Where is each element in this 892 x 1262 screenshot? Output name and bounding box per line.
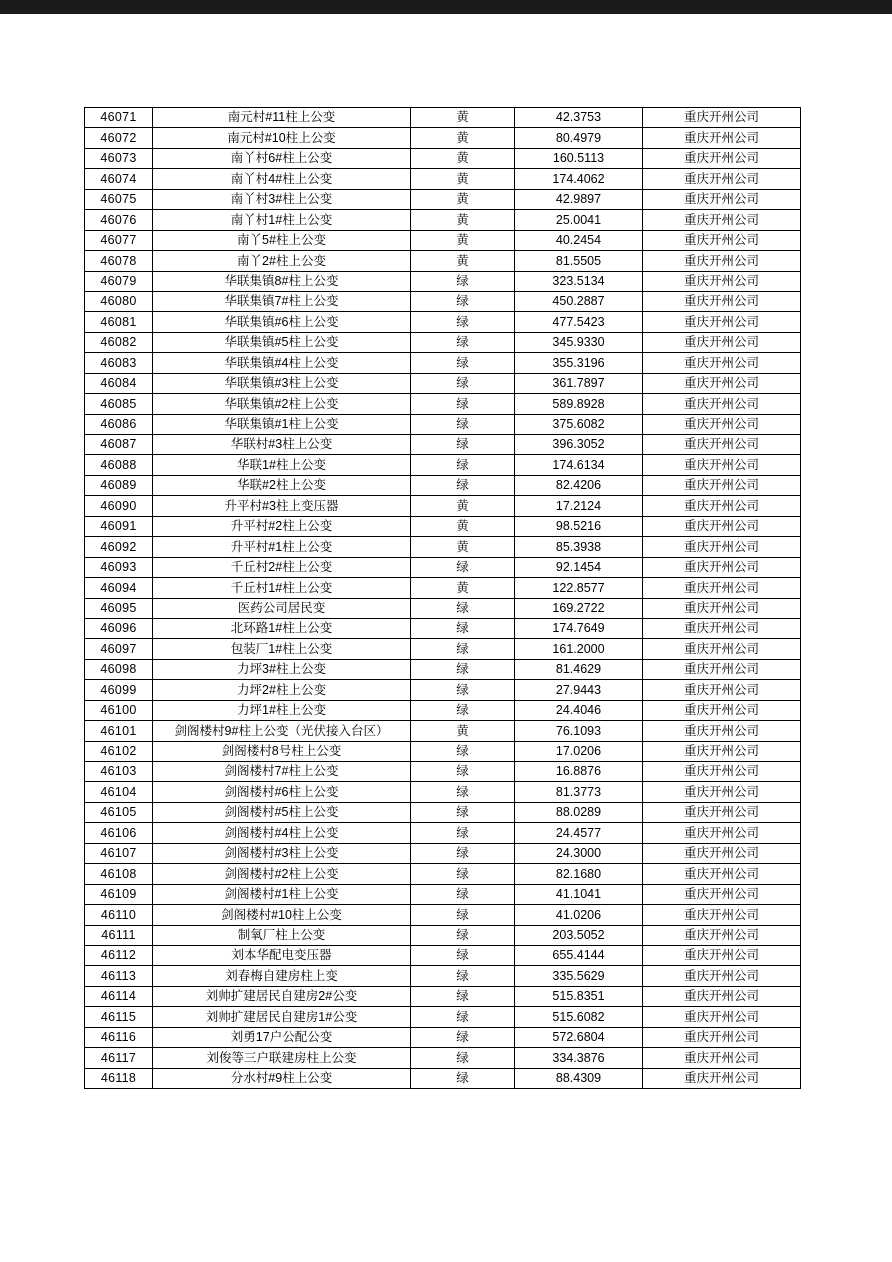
value-cell: 88.0289 bbox=[515, 802, 643, 822]
status-cell: 黄 bbox=[411, 537, 515, 557]
row-id-cell: 46072 bbox=[85, 128, 153, 148]
status-cell: 黄 bbox=[411, 230, 515, 250]
value-cell: 160.5113 bbox=[515, 148, 643, 168]
table-row bbox=[85, 435, 801, 455]
status-cell: 绿 bbox=[411, 966, 515, 986]
company-cell: 重庆开州公司 bbox=[643, 353, 801, 373]
name-cell: 华联#2柱上公变 bbox=[153, 475, 411, 495]
table-row bbox=[85, 578, 801, 598]
value-cell: 81.3773 bbox=[515, 782, 643, 802]
status-cell: 黄 bbox=[411, 128, 515, 148]
status-cell: 绿 bbox=[411, 659, 515, 679]
name-cell: 剑阁楼村#4柱上公变 bbox=[153, 823, 411, 843]
table-row bbox=[85, 741, 801, 761]
row-id-cell: 46087 bbox=[85, 435, 153, 455]
value-cell: 42.3753 bbox=[515, 108, 643, 128]
status-cell: 绿 bbox=[411, 680, 515, 700]
company-cell: 重庆开州公司 bbox=[643, 251, 801, 271]
table-row bbox=[85, 1027, 801, 1047]
value-cell: 80.4979 bbox=[515, 128, 643, 148]
name-cell: 华联村#3柱上公变 bbox=[153, 435, 411, 455]
row-id-cell: 46073 bbox=[85, 148, 153, 168]
table-row bbox=[85, 680, 801, 700]
table-row bbox=[85, 516, 801, 536]
value-cell: 334.3876 bbox=[515, 1048, 643, 1068]
status-cell: 绿 bbox=[411, 394, 515, 414]
status-cell: 绿 bbox=[411, 291, 515, 311]
name-cell: 刘俊等三户联建房柱上公变 bbox=[153, 1048, 411, 1068]
value-cell: 572.6804 bbox=[515, 1027, 643, 1047]
row-id-cell: 46092 bbox=[85, 537, 153, 557]
value-cell: 375.6082 bbox=[515, 414, 643, 434]
row-id-cell: 46095 bbox=[85, 598, 153, 618]
company-cell: 重庆开州公司 bbox=[643, 128, 801, 148]
company-cell: 重庆开州公司 bbox=[643, 189, 801, 209]
company-cell: 重庆开州公司 bbox=[643, 271, 801, 291]
status-cell: 黄 bbox=[411, 210, 515, 230]
status-cell: 绿 bbox=[411, 455, 515, 475]
table-row bbox=[85, 353, 801, 373]
row-id-cell: 46109 bbox=[85, 884, 153, 904]
row-id-cell: 46093 bbox=[85, 557, 153, 577]
name-cell: 制氧厂柱上公变 bbox=[153, 925, 411, 945]
table-row bbox=[85, 210, 801, 230]
value-cell: 477.5423 bbox=[515, 312, 643, 332]
value-cell: 345.9330 bbox=[515, 332, 643, 352]
table-row bbox=[85, 762, 801, 782]
company-cell: 重庆开州公司 bbox=[643, 394, 801, 414]
company-cell: 重庆开州公司 bbox=[643, 598, 801, 618]
company-cell: 重庆开州公司 bbox=[643, 1068, 801, 1088]
value-cell: 203.5052 bbox=[515, 925, 643, 945]
row-id-cell: 46085 bbox=[85, 394, 153, 414]
value-cell: 450.2887 bbox=[515, 291, 643, 311]
status-cell: 绿 bbox=[411, 557, 515, 577]
table-row bbox=[85, 700, 801, 720]
row-id-cell: 46089 bbox=[85, 475, 153, 495]
row-id-cell: 46082 bbox=[85, 332, 153, 352]
status-cell: 黄 bbox=[411, 496, 515, 516]
row-id-cell: 46100 bbox=[85, 700, 153, 720]
row-id-cell: 46084 bbox=[85, 373, 153, 393]
table-row bbox=[85, 966, 801, 986]
name-cell: 剑阁楼村#1柱上公变 bbox=[153, 884, 411, 904]
row-id-cell: 46071 bbox=[85, 108, 153, 128]
company-cell: 重庆开州公司 bbox=[643, 1048, 801, 1068]
company-cell: 重庆开州公司 bbox=[643, 823, 801, 843]
table-row bbox=[85, 271, 801, 291]
company-cell: 重庆开州公司 bbox=[643, 332, 801, 352]
table-row bbox=[85, 312, 801, 332]
status-cell: 绿 bbox=[411, 823, 515, 843]
status-cell: 黄 bbox=[411, 721, 515, 741]
table-row bbox=[85, 782, 801, 802]
name-cell: 南丫村6#柱上公变 bbox=[153, 148, 411, 168]
company-cell: 重庆开州公司 bbox=[643, 516, 801, 536]
company-cell: 重庆开州公司 bbox=[643, 312, 801, 332]
company-cell: 重庆开州公司 bbox=[643, 659, 801, 679]
name-cell: 华联集镇#4柱上公变 bbox=[153, 353, 411, 373]
row-id-cell: 46081 bbox=[85, 312, 153, 332]
row-id-cell: 46083 bbox=[85, 353, 153, 373]
row-id-cell: 46115 bbox=[85, 1007, 153, 1027]
value-cell: 25.0041 bbox=[515, 210, 643, 230]
status-cell: 绿 bbox=[411, 435, 515, 455]
company-cell: 重庆开州公司 bbox=[643, 169, 801, 189]
name-cell: 南元村#10柱上公变 bbox=[153, 128, 411, 148]
name-cell: 华联集镇#6柱上公变 bbox=[153, 312, 411, 332]
name-cell: 华联1#柱上公变 bbox=[153, 455, 411, 475]
company-cell: 重庆开州公司 bbox=[643, 945, 801, 965]
company-cell: 重庆开州公司 bbox=[643, 721, 801, 741]
row-id-cell: 46074 bbox=[85, 169, 153, 189]
value-cell: 98.5216 bbox=[515, 516, 643, 536]
table-row bbox=[85, 1048, 801, 1068]
name-cell: 刘本华配电变压器 bbox=[153, 945, 411, 965]
table-row bbox=[85, 864, 801, 884]
row-id-cell: 46101 bbox=[85, 721, 153, 741]
status-cell: 黄 bbox=[411, 108, 515, 128]
status-cell: 绿 bbox=[411, 271, 515, 291]
status-cell: 绿 bbox=[411, 905, 515, 925]
row-id-cell: 46103 bbox=[85, 762, 153, 782]
value-cell: 174.6134 bbox=[515, 455, 643, 475]
row-id-cell: 46077 bbox=[85, 230, 153, 250]
company-cell: 重庆开州公司 bbox=[643, 905, 801, 925]
status-cell: 绿 bbox=[411, 414, 515, 434]
table-row bbox=[85, 598, 801, 618]
name-cell: 刘勇17户公配公变 bbox=[153, 1027, 411, 1047]
status-cell: 绿 bbox=[411, 782, 515, 802]
status-cell: 绿 bbox=[411, 945, 515, 965]
table-row bbox=[85, 496, 801, 516]
status-cell: 绿 bbox=[411, 802, 515, 822]
value-cell: 24.4046 bbox=[515, 700, 643, 720]
name-cell: 剑阁楼村7#柱上公变 bbox=[153, 762, 411, 782]
table-row bbox=[85, 1068, 801, 1088]
name-cell: 华联集镇8#柱上公变 bbox=[153, 271, 411, 291]
company-cell: 重庆开州公司 bbox=[643, 435, 801, 455]
row-id-cell: 46102 bbox=[85, 741, 153, 761]
table-row bbox=[85, 986, 801, 1006]
name-cell: 华联集镇7#柱上公变 bbox=[153, 291, 411, 311]
name-cell: 刘春梅自建房柱上变 bbox=[153, 966, 411, 986]
table-row bbox=[85, 905, 801, 925]
table-row bbox=[85, 108, 801, 128]
company-cell: 重庆开州公司 bbox=[643, 680, 801, 700]
name-cell: 分水村#9柱上公变 bbox=[153, 1068, 411, 1088]
table-row bbox=[85, 1007, 801, 1027]
company-cell: 重庆开州公司 bbox=[643, 741, 801, 761]
table-row bbox=[85, 659, 801, 679]
name-cell: 剑阁楼村9#柱上公变（光伏接入台区） bbox=[153, 721, 411, 741]
row-id-cell: 46098 bbox=[85, 659, 153, 679]
value-cell: 515.6082 bbox=[515, 1007, 643, 1027]
row-id-cell: 46075 bbox=[85, 189, 153, 209]
status-cell: 绿 bbox=[411, 598, 515, 618]
name-cell: 南丫2#柱上公变 bbox=[153, 251, 411, 271]
value-cell: 655.4144 bbox=[515, 945, 643, 965]
value-cell: 17.2124 bbox=[515, 496, 643, 516]
name-cell: 剑阁楼村#2柱上公变 bbox=[153, 864, 411, 884]
table-row bbox=[85, 925, 801, 945]
status-cell: 绿 bbox=[411, 1068, 515, 1088]
row-id-cell: 46099 bbox=[85, 680, 153, 700]
value-cell: 323.5134 bbox=[515, 271, 643, 291]
value-cell: 335.5629 bbox=[515, 966, 643, 986]
table-row bbox=[85, 557, 801, 577]
table-row bbox=[85, 884, 801, 904]
name-cell: 刘帅扩建居民自建房1#公变 bbox=[153, 1007, 411, 1027]
value-cell: 27.9443 bbox=[515, 680, 643, 700]
company-cell: 重庆开州公司 bbox=[643, 414, 801, 434]
value-cell: 76.1093 bbox=[515, 721, 643, 741]
name-cell: 北环路1#柱上公变 bbox=[153, 618, 411, 638]
value-cell: 88.4309 bbox=[515, 1068, 643, 1088]
company-cell: 重庆开州公司 bbox=[643, 1027, 801, 1047]
status-cell: 绿 bbox=[411, 618, 515, 638]
name-cell: 力坪3#柱上公变 bbox=[153, 659, 411, 679]
row-id-cell: 46114 bbox=[85, 986, 153, 1006]
status-cell: 黄 bbox=[411, 169, 515, 189]
status-cell: 黄 bbox=[411, 251, 515, 271]
row-id-cell: 46076 bbox=[85, 210, 153, 230]
company-cell: 重庆开州公司 bbox=[643, 884, 801, 904]
name-cell: 华联集镇#5柱上公变 bbox=[153, 332, 411, 352]
table-row bbox=[85, 414, 801, 434]
company-cell: 重庆开州公司 bbox=[643, 475, 801, 495]
table-row bbox=[85, 189, 801, 209]
name-cell: 剑阁楼村#3柱上公变 bbox=[153, 843, 411, 863]
status-cell: 黄 bbox=[411, 189, 515, 209]
status-cell: 绿 bbox=[411, 639, 515, 659]
status-cell: 绿 bbox=[411, 700, 515, 720]
status-cell: 黄 bbox=[411, 578, 515, 598]
table-row bbox=[85, 169, 801, 189]
name-cell: 升平村#3柱上变压器 bbox=[153, 496, 411, 516]
row-id-cell: 46113 bbox=[85, 966, 153, 986]
name-cell: 南丫村4#柱上公变 bbox=[153, 169, 411, 189]
row-id-cell: 46104 bbox=[85, 782, 153, 802]
transformer-table bbox=[84, 107, 801, 1089]
row-id-cell: 46090 bbox=[85, 496, 153, 516]
status-cell: 黄 bbox=[411, 516, 515, 536]
row-id-cell: 46117 bbox=[85, 1048, 153, 1068]
value-cell: 92.1454 bbox=[515, 557, 643, 577]
row-id-cell: 46097 bbox=[85, 639, 153, 659]
row-id-cell: 46078 bbox=[85, 251, 153, 271]
company-cell: 重庆开州公司 bbox=[643, 578, 801, 598]
value-cell: 40.2454 bbox=[515, 230, 643, 250]
top-bar bbox=[0, 0, 892, 14]
status-cell: 绿 bbox=[411, 312, 515, 332]
value-cell: 355.3196 bbox=[515, 353, 643, 373]
table-row bbox=[85, 455, 801, 475]
company-cell: 重庆开州公司 bbox=[643, 537, 801, 557]
status-cell: 绿 bbox=[411, 884, 515, 904]
row-id-cell: 46105 bbox=[85, 802, 153, 822]
table-row bbox=[85, 721, 801, 741]
company-cell: 重庆开州公司 bbox=[643, 108, 801, 128]
value-cell: 82.4206 bbox=[515, 475, 643, 495]
name-cell: 剑阁楼村#6柱上公变 bbox=[153, 782, 411, 802]
name-cell: 华联集镇#2柱上公变 bbox=[153, 394, 411, 414]
name-cell: 千丘村2#柱上公变 bbox=[153, 557, 411, 577]
row-id-cell: 46079 bbox=[85, 271, 153, 291]
company-cell: 重庆开州公司 bbox=[643, 700, 801, 720]
company-cell: 重庆开州公司 bbox=[643, 230, 801, 250]
company-cell: 重庆开州公司 bbox=[643, 291, 801, 311]
name-cell: 力坪2#柱上公变 bbox=[153, 680, 411, 700]
name-cell: 刘帅扩建居民自建房2#公变 bbox=[153, 986, 411, 1006]
company-cell: 重庆开州公司 bbox=[643, 1007, 801, 1027]
value-cell: 81.5505 bbox=[515, 251, 643, 271]
table-row bbox=[85, 618, 801, 638]
value-cell: 24.3000 bbox=[515, 843, 643, 863]
table-row bbox=[85, 843, 801, 863]
row-id-cell: 46088 bbox=[85, 455, 153, 475]
table-row bbox=[85, 373, 801, 393]
name-cell: 剑阁楼村#10柱上公变 bbox=[153, 905, 411, 925]
value-cell: 169.2722 bbox=[515, 598, 643, 618]
name-cell: 南元村#11柱上公变 bbox=[153, 108, 411, 128]
status-cell: 绿 bbox=[411, 762, 515, 782]
value-cell: 122.8577 bbox=[515, 578, 643, 598]
row-id-cell: 46118 bbox=[85, 1068, 153, 1088]
company-cell: 重庆开州公司 bbox=[643, 618, 801, 638]
row-id-cell: 46107 bbox=[85, 843, 153, 863]
name-cell: 南丫村1#柱上公变 bbox=[153, 210, 411, 230]
row-id-cell: 46106 bbox=[85, 823, 153, 843]
company-cell: 重庆开州公司 bbox=[643, 455, 801, 475]
value-cell: 42.9897 bbox=[515, 189, 643, 209]
table-row bbox=[85, 802, 801, 822]
value-cell: 41.0206 bbox=[515, 905, 643, 925]
value-cell: 361.7897 bbox=[515, 373, 643, 393]
row-id-cell: 46096 bbox=[85, 618, 153, 638]
status-cell: 绿 bbox=[411, 986, 515, 1006]
table-row bbox=[85, 823, 801, 843]
status-cell: 绿 bbox=[411, 373, 515, 393]
name-cell: 力坪1#柱上公变 bbox=[153, 700, 411, 720]
table-row bbox=[85, 291, 801, 311]
status-cell: 绿 bbox=[411, 925, 515, 945]
name-cell: 千丘村1#柱上公变 bbox=[153, 578, 411, 598]
name-cell: 包装厂1#柱上公变 bbox=[153, 639, 411, 659]
company-cell: 重庆开州公司 bbox=[643, 496, 801, 516]
value-cell: 174.7649 bbox=[515, 618, 643, 638]
company-cell: 重庆开州公司 bbox=[643, 966, 801, 986]
name-cell: 南丫5#柱上公变 bbox=[153, 230, 411, 250]
row-id-cell: 46110 bbox=[85, 905, 153, 925]
value-cell: 161.2000 bbox=[515, 639, 643, 659]
name-cell: 剑阁楼村#5柱上公变 bbox=[153, 802, 411, 822]
name-cell: 医药公司居民变 bbox=[153, 598, 411, 618]
value-cell: 85.3938 bbox=[515, 537, 643, 557]
company-cell: 重庆开州公司 bbox=[643, 148, 801, 168]
name-cell: 升平村#1柱上公变 bbox=[153, 537, 411, 557]
value-cell: 41.1041 bbox=[515, 884, 643, 904]
value-cell: 24.4577 bbox=[515, 823, 643, 843]
value-cell: 515.8351 bbox=[515, 986, 643, 1006]
row-id-cell: 46112 bbox=[85, 945, 153, 965]
table-row bbox=[85, 639, 801, 659]
company-cell: 重庆开州公司 bbox=[643, 843, 801, 863]
company-cell: 重庆开州公司 bbox=[643, 782, 801, 802]
status-cell: 绿 bbox=[411, 475, 515, 495]
table-row bbox=[85, 251, 801, 271]
status-cell: 绿 bbox=[411, 1048, 515, 1068]
status-cell: 黄 bbox=[411, 148, 515, 168]
table-row bbox=[85, 945, 801, 965]
row-id-cell: 46108 bbox=[85, 864, 153, 884]
status-cell: 绿 bbox=[411, 1007, 515, 1027]
status-cell: 绿 bbox=[411, 864, 515, 884]
name-cell: 南丫村3#柱上公变 bbox=[153, 189, 411, 209]
value-cell: 174.4062 bbox=[515, 169, 643, 189]
row-id-cell: 46091 bbox=[85, 516, 153, 536]
table-row bbox=[85, 537, 801, 557]
table-row bbox=[85, 332, 801, 352]
table-row bbox=[85, 128, 801, 148]
status-cell: 绿 bbox=[411, 353, 515, 373]
status-cell: 绿 bbox=[411, 843, 515, 863]
row-id-cell: 46094 bbox=[85, 578, 153, 598]
company-cell: 重庆开州公司 bbox=[643, 210, 801, 230]
table-row bbox=[85, 394, 801, 414]
value-cell: 81.4629 bbox=[515, 659, 643, 679]
row-id-cell: 46116 bbox=[85, 1027, 153, 1047]
value-cell: 396.3052 bbox=[515, 435, 643, 455]
document-page bbox=[0, 14, 892, 1262]
status-cell: 绿 bbox=[411, 1027, 515, 1047]
table-body bbox=[85, 108, 801, 1089]
row-id-cell: 46086 bbox=[85, 414, 153, 434]
value-cell: 16.8876 bbox=[515, 762, 643, 782]
table-container bbox=[84, 107, 800, 1089]
company-cell: 重庆开州公司 bbox=[643, 639, 801, 659]
name-cell: 华联集镇#3柱上公变 bbox=[153, 373, 411, 393]
company-cell: 重庆开州公司 bbox=[643, 762, 801, 782]
status-cell: 绿 bbox=[411, 332, 515, 352]
value-cell: 82.1680 bbox=[515, 864, 643, 884]
name-cell: 剑阁楼村8号柱上公变 bbox=[153, 741, 411, 761]
table-row bbox=[85, 148, 801, 168]
value-cell: 17.0206 bbox=[515, 741, 643, 761]
company-cell: 重庆开州公司 bbox=[643, 986, 801, 1006]
company-cell: 重庆开州公司 bbox=[643, 557, 801, 577]
name-cell: 华联集镇#1柱上公变 bbox=[153, 414, 411, 434]
row-id-cell: 46111 bbox=[85, 925, 153, 945]
name-cell: 升平村#2柱上公变 bbox=[153, 516, 411, 536]
row-id-cell: 46080 bbox=[85, 291, 153, 311]
table-row bbox=[85, 475, 801, 495]
company-cell: 重庆开州公司 bbox=[643, 925, 801, 945]
value-cell: 589.8928 bbox=[515, 394, 643, 414]
company-cell: 重庆开州公司 bbox=[643, 864, 801, 884]
company-cell: 重庆开州公司 bbox=[643, 802, 801, 822]
table-row bbox=[85, 230, 801, 250]
status-cell: 绿 bbox=[411, 741, 515, 761]
company-cell: 重庆开州公司 bbox=[643, 373, 801, 393]
